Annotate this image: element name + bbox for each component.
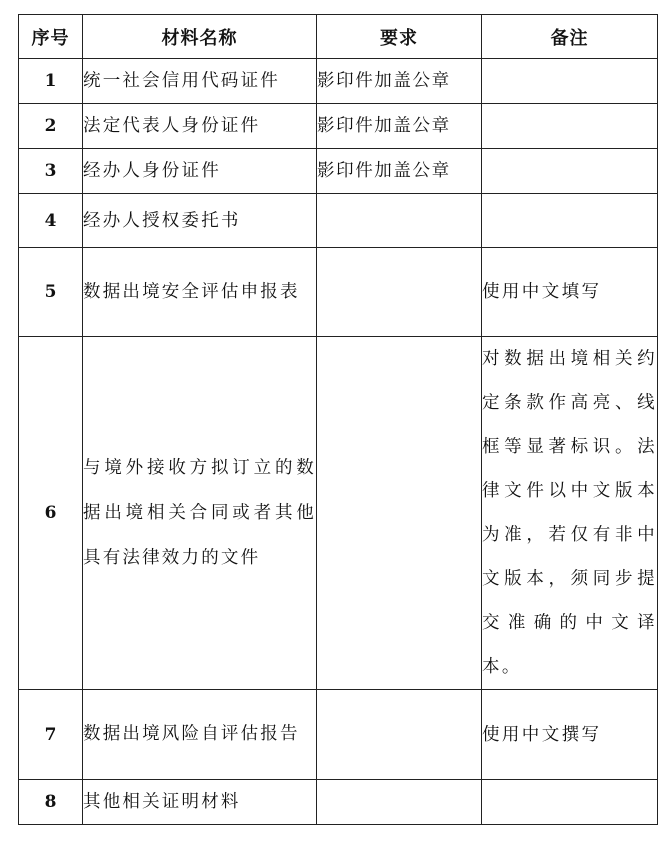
requirement: 影印件加盖公章 — [317, 59, 482, 104]
material-name: 数据出境安全评估申报表 — [83, 248, 317, 337]
header-no: 序号 — [19, 15, 83, 59]
row-number: 8 — [19, 780, 83, 825]
row-number: 2 — [19, 104, 83, 149]
header-requirement: 要求 — [317, 15, 482, 59]
note — [482, 194, 658, 248]
header-note: 备注 — [482, 15, 658, 59]
material-name: 其他相关证明材料 — [83, 780, 317, 825]
table-row — [19, 104, 658, 149]
row-number: 3 — [19, 149, 83, 194]
material-name: 经办人授权委托书 — [83, 194, 317, 248]
requirement — [317, 690, 482, 780]
material-name: 法定代表人身份证件 — [83, 104, 317, 149]
table-row — [19, 59, 658, 104]
table-row — [19, 337, 658, 690]
note: 对数据出境相关约定条款作高亮、线框等显著标识。法律文件以中文版本为准，若仅有非中文版本，须同步提交准确的中文译本。 — [482, 337, 658, 690]
header-material-name: 材料名称 — [83, 15, 317, 59]
requirement: 影印件加盖公章 — [317, 149, 482, 194]
material-name: 数据出境风险自评估报告 — [83, 690, 317, 780]
row-number: 6 — [19, 337, 83, 690]
note — [482, 780, 658, 825]
note: 使用中文填写 — [482, 248, 658, 337]
note — [482, 59, 658, 104]
note — [482, 149, 658, 194]
requirement — [317, 780, 482, 825]
material-name: 与境外接收方拟订立的数据出境相关合同或者其他具有法律效力的文件 — [83, 337, 317, 690]
table-row — [19, 780, 658, 825]
requirement: 影印件加盖公章 — [317, 104, 482, 149]
requirement — [317, 248, 482, 337]
table-row — [19, 194, 658, 248]
row-number: 7 — [19, 690, 83, 780]
material-name: 统一社会信用代码证件 — [83, 59, 317, 104]
material-name: 经办人身份证件 — [83, 149, 317, 194]
requirement — [317, 194, 482, 248]
table-row — [19, 690, 658, 780]
table-row — [19, 149, 658, 194]
materials-table — [18, 14, 658, 825]
requirement — [317, 337, 482, 690]
note: 使用中文撰写 — [482, 690, 658, 780]
row-number: 4 — [19, 194, 83, 248]
table-header-row — [19, 15, 658, 59]
row-number: 1 — [19, 59, 83, 104]
table-row — [19, 248, 658, 337]
row-number: 5 — [19, 248, 83, 337]
note — [482, 104, 658, 149]
